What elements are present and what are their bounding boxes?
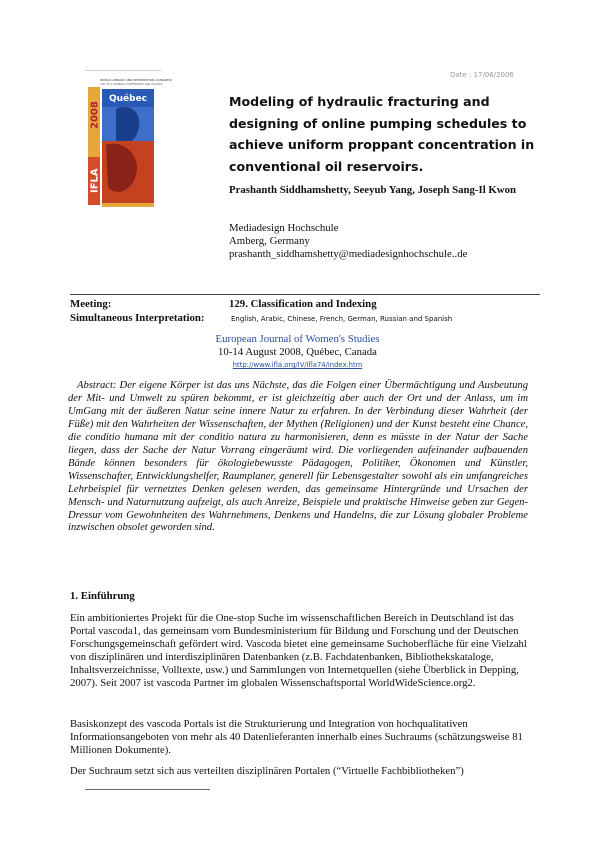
logo-city: Québec <box>108 94 148 104</box>
meeting-value: 129. Classification and Indexing <box>229 298 377 310</box>
section-divider <box>70 294 540 295</box>
paper-title: Modeling of hydraulic fracturing and designing of online pumping schedules to achieve uniform proppant concentration in conventional oil reservoirs. <box>229 94 535 174</box>
affiliation <box>229 222 549 262</box>
interpretation-languages: English, Arabic, Chinese, French, German, Russian and Spanish <box>231 315 453 323</box>
journal-name: European Journal of Women's Studies <box>215 333 380 345</box>
paragraph-3 <box>70 765 532 778</box>
interpretation-label: Simultaneous Interpretation: <box>70 312 205 324</box>
conference-url-link[interactable]: http://www.ifla.org/IV/ifla74/index.htm <box>232 361 363 369</box>
paragraph-2-text: Basiskonzept des vascoda Portals ist die Strukturierung und Integration von hochqualitativen Informationsangeboten von mehr als 40 Datenlieferanten innerhalb eines Suchraums (schätzungsweise 81 Millionen Dokumente). <box>70 718 523 756</box>
journal-block <box>0 333 595 359</box>
paragraph-1-text: Ein ambitioniertes Projekt für die One-stop Suche im wissenschaftlichen Bereich in Deutschland ist das Portal vascoda1, das gemeinsam vom Bundesministerium für Bildung und Forschung und der Deutschen Forschungsgemeinschaft gefördert wird. Vascoda bietet eine gemeinsame Suchoberfläche für eine Vielzahl von disziplinären und interdisziplinären Datenbanken (z.B. Fachdatenbanken, Bibliothekskataloge, Inhaltsverzeichnisse, Volltexte, usw.) und Sammlungen von Internetquellen (siehe Überblick in Depping, 2007). Seit 2007 ist vascoda Partner im globalen Wissenschaftsportal WorldWideScience.org2. <box>70 612 527 689</box>
logo-year: 2008 <box>89 101 101 129</box>
paragraph-2 <box>70 718 532 757</box>
affiliation-institution: Mediadesign Hochschule <box>229 222 339 234</box>
header-rule <box>85 70 161 71</box>
paragraph-3-text: Der Suchraum setzt sich aus verteilten disziplinären Portalen (“Virtuelle Fachbibliotheken”) <box>70 765 464 777</box>
abstract <box>68 380 528 535</box>
affiliation-location: Amberg, Germany <box>229 235 310 248</box>
paragraph-1 <box>70 612 532 689</box>
author-email[interactable]: prashanth_siddhamshetty@mediadesignhochschule..de <box>229 248 468 261</box>
abstract-text: Abstract: Der eigene Körper ist das uns Nächste, das die Folgen einer Übermächtigung und Ausbeutung der Mit- und Umwelt zu spüren bekommt, er ist gleichzeitig aber auch der Ort und der Anlass, um im UmGang mit der äußeren Natur seine innere Natur zu erfahren. In der Verbindung dieser Wahrheit (der Füße) mit den Wahrheiten der Wissenschaften, der Mythen (Religionen) und der Kunst besteht eine Chance, die conditio humana mit der conditio natura zu harmonisieren, denn es müsste in der Natur der Sache liegen, dass der Sache der Natur Vorrang eingeräumt wird. Die vorliegenden aufeinander aufbauenden Bände können besonders für ökologiebewusste Pädagogen, Politiker, Ökonomen und Künstler, Wissenschafter, Entwicklungshelfer, Raumplaner, generell für Lebensgestalter sowohl als ein umfangreiches Lehrbeispiel für vernetztes Denken gelesen werden, das gemeinsame Hintergründe und Ursachen der Mensch- und Naturnutzung aufzeigt, als auch Anreize, Beispiele und praktische Hinweise geben zur Gegen-Dressur vom Gewohnheiten des Wahrnehmens, Denkens und Handelns, die zur Lösung globaler Probleme inzwischen obsolet geworden sind. <box>68 380 528 534</box>
logo-caption-top: WORLD LIBRARY AND INFORMATION CONGRESS <box>100 78 173 82</box>
footnote-rule <box>85 789 210 790</box>
logo-org: IFLA <box>89 168 101 193</box>
section-heading-introduction: 1. Einführung <box>70 590 135 602</box>
conference-dates: 10-14 August 2008, Québec, Canada <box>218 345 377 358</box>
paper-authors: Prashanth Siddhamshetty, Seeyub Yang, Joseph Sang-Il Kwon <box>229 184 516 196</box>
ifla-logo <box>86 75 173 210</box>
logo-caption-sub: 74th IFLA GENERAL CONFERENCE AND COUNCIL <box>100 83 163 86</box>
document-date: Date : 17/06/2006 <box>450 71 514 79</box>
meeting-label: Meeting: <box>70 298 112 310</box>
